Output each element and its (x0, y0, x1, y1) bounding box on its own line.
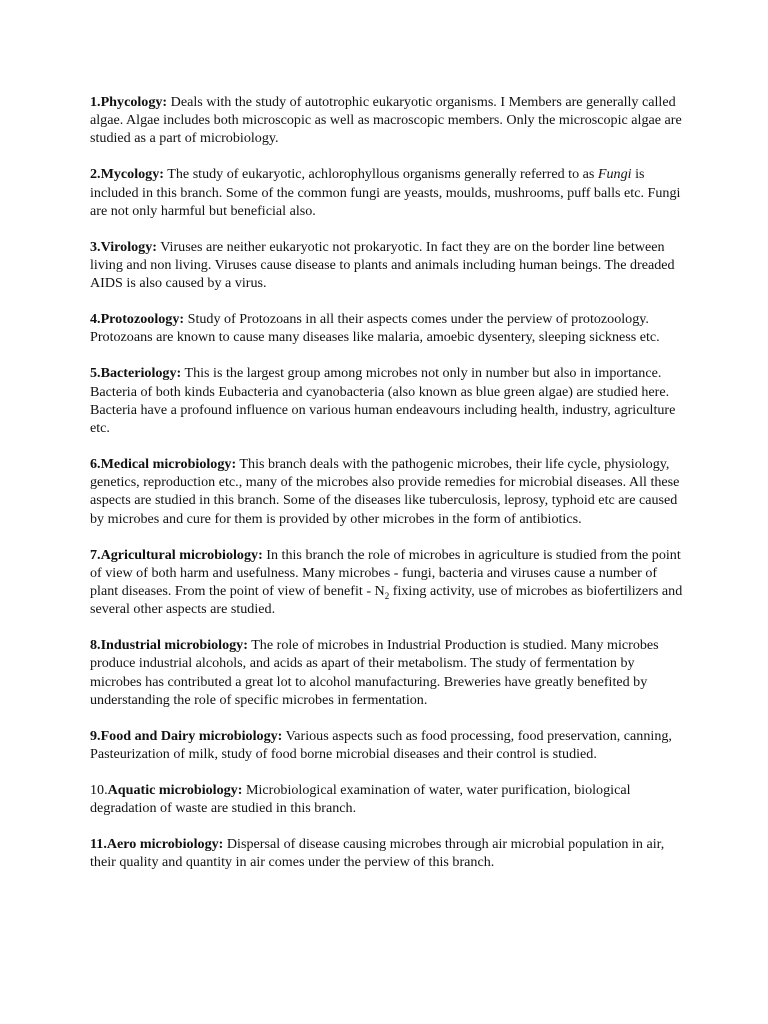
heading-food-dairy-microbiology: 9.Food and Dairy microbiology: (90, 727, 283, 744)
text-agricultural-part2: fixing activity, use of microbes as biofertilizers and several other aspects are studied. (90, 583, 683, 618)
heading-agricultural-microbiology: 7.Agricultural microbiology: (90, 546, 263, 563)
heading-aquatic-microbiology: Aquatic microbiology: (107, 782, 243, 799)
text-aero-microbiology: Dispersal of disease causing microbes through air microbial population in air, their quality and quantity in air comes under the perview of this branch. (90, 836, 665, 871)
text-mycology-part2: is included in this branch. Some of the common fungi are yeasts, moulds, mushrooms, puff balls etc. Fungi are not only harmful but beneficial also. (90, 166, 681, 219)
heading-aero-microbiology: 11.Aero microbiology: (90, 836, 224, 853)
text-bacteriology: This is the largest group among microbes not only in number but also in importance. Bacteria of both kinds Eubacteria and cyanobacteria (also known as blue green algae) are studied here. Bacteria have a profound influence on various human endeavours including health, industry, agriculture etc. (90, 365, 676, 437)
paragraph-mycology (90, 165, 685, 220)
heading-number-aquatic: 10. (90, 782, 108, 799)
heading-medical-microbiology: 6.Medical microbiology: (90, 456, 237, 473)
heading-industrial-microbiology: 8.Industrial microbiology: (90, 637, 248, 654)
paragraph-aquatic-microbiology (90, 781, 685, 817)
paragraph-aero-microbiology (90, 835, 685, 871)
text-protozoology: Study of Protozoans in all their aspects comes under the perview of protozoology. Protozoans are known to cause many diseases like malaria, amoebic dysentery, sleeping sickness etc. (90, 311, 660, 346)
heading-virology: 3.Virology: (90, 238, 157, 255)
paragraph-bacteriology (90, 364, 685, 437)
paragraph-agricultural-microbiology (90, 546, 685, 619)
paragraph-protozoology (90, 310, 685, 346)
heading-mycology: 2.Mycology: (90, 166, 164, 183)
text-agricultural-part1: In this branch the role of microbes in agriculture is studied from the point of view of both harm and usefulness. Many microbes - fungi, bacteria and viruses cause a number of plant diseases. From the point of view of benefit - N (90, 546, 681, 600)
heading-phycology: 1.Phycology: (90, 94, 168, 110)
text-mycology-italic-fungi: Fungi (597, 166, 632, 183)
paragraph-food-dairy-microbiology (90, 727, 685, 763)
text-food-dairy-microbiology: Various aspects such as food processing, food preservation, canning, Pasteurization of milk, study of food borne microbial diseases and their control is studied. (90, 727, 672, 763)
heading-protozoology: 4.Protozoology: (90, 311, 185, 328)
text-medical-microbiology: This branch deals with the pathogenic microbes, their life cycle, physiology, genetics, reproduction etc., many of the microbes also provide remedies for microbial diseases. All these aspects are studied in this branch. Some of the diseases like tuberculosis, leprosy, typhoid etc are caused by microbes and cure for them is provided by other microbes in the form of antibiotics. (90, 456, 680, 527)
paragraph-virology (90, 238, 685, 293)
document-body (90, 93, 685, 889)
heading-bacteriology: 5.Bacteriology: (90, 365, 182, 382)
text-industrial-microbiology: The role of microbes in Industrial Production is studied. Many microbes produce industrial alcohols, and acids as apart of their metabolism. The study of fermentation by microbes has contributed a great lot to alcohol manufacturing. Breweries have greatly benefited by understanding the role of specific microbes in fermentation. (90, 637, 659, 708)
paragraph-industrial-microbiology (90, 636, 685, 709)
paragraph-medical-microbiology (90, 455, 685, 528)
text-aquatic-microbiology: Microbiological examination of water, water purification, biological degradation of waste are studied in this branch. (90, 782, 631, 817)
text-phycology: Deals with the study of autotrophic eukaryotic organisms. I Members are generally called algae. Algae includes both microscopic as well as macroscopic members. Only the microscopic algae are studied as a part of microbiology. (90, 94, 682, 147)
text-mycology-part1: The study of eukaryotic, achlorophyllous organisms generally referred to as (163, 166, 598, 183)
paragraph-phycology (90, 93, 685, 148)
text-virology: Viruses are neither eukaryotic not prokaryotic. In fact they are on the border line between living and non living. Viruses cause disease to plants and animals including human beings. The dreaded AIDS is also caused by a virus. (90, 238, 675, 292)
subscript-n2: 2 (384, 590, 390, 601)
